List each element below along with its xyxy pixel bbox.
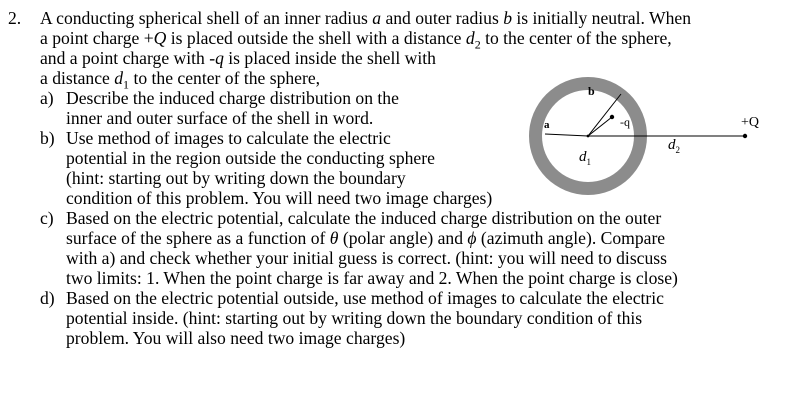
part-d-line-3: problem. You will also need two image charges) (66, 328, 406, 348)
charge-plus-Q-dot (743, 134, 747, 138)
label-plus-Q: +Q (741, 115, 760, 130)
var-theta: θ (329, 228, 339, 248)
part-c-line-2: surface of the sphere as a function of θ (polar angle) and ϕ (azimuth angle). Compare (66, 228, 666, 248)
part-b-line-3: (hint: starting out by writing down the boundary (66, 168, 406, 188)
label-radius-b: b (588, 84, 595, 98)
part-d-line-2: potential inside. (hint: starting out by writing down the boundary condition of this (66, 308, 643, 328)
var-d2: d (465, 28, 475, 48)
part-c-line-3: with a) and check whether your initial guess is correct. (hint: you will need to discuss (66, 248, 667, 268)
var-d1: d (114, 68, 124, 88)
var-a: a (372, 8, 382, 28)
var-q: q (215, 48, 224, 68)
shell-diagram-svg (505, 72, 790, 222)
part-b-label: b) (40, 128, 55, 148)
problem-line-3: and a point charge with -q is placed inside the shell with (40, 48, 436, 68)
part-d-label: d) (40, 288, 55, 308)
var-phi: ϕ (467, 228, 477, 248)
part-b-line-4: condition of this problem. You will need two image charges) (66, 188, 493, 208)
part-c-line-4: two limits: 1. When the point charge is far away and 2. When the point charge is close) (66, 268, 678, 288)
part-b-line-2: potential in the region outside the conducting sphere (66, 148, 435, 168)
problem-line-4: a distance $d_1$ to the center of the sphere, (40, 68, 321, 92)
var-b: b (503, 8, 512, 28)
part-a-label: a) (40, 88, 54, 108)
part-a-line-2: inner and outer surface of the shell in word. (66, 108, 374, 128)
charge-minus-q-dot (610, 115, 614, 119)
label-d1: $d_1$ (579, 149, 591, 167)
label-radius-a: a (544, 119, 550, 131)
sphere-center-dot (587, 135, 590, 138)
problem-line-2: a point charge +Q is placed outside the shell with a distance $d_2$ to the center of the sphere, (40, 28, 672, 52)
label-minus-q: -q (620, 115, 630, 129)
label-d2: $d_2$ (668, 137, 680, 155)
shell-diagram (505, 72, 790, 222)
var-Q: Q (153, 28, 167, 48)
part-c-label: c) (40, 208, 54, 228)
problem-number: 2. (8, 8, 22, 28)
